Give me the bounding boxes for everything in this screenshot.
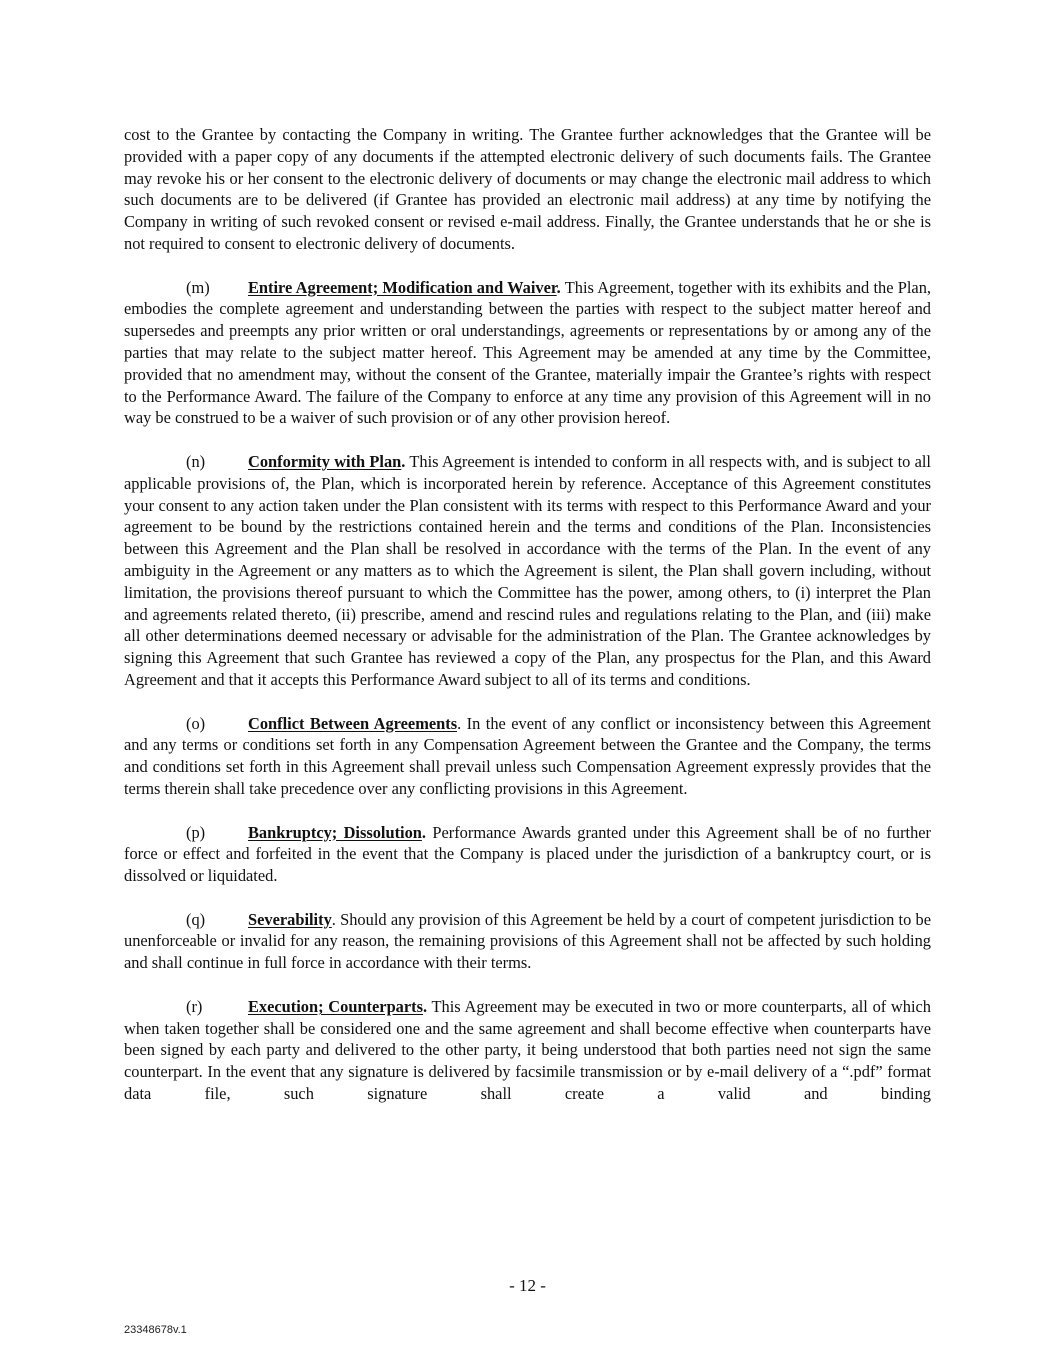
section-heading: Execution; Counterparts [248,996,423,1016]
section-n [124,451,931,691]
page-number: - 12 - [509,1276,546,1295]
section-body: This Agreement may be executed in two or more counterparts, all of which when taken together shall be considered one and the same agreement and shall become effective when counterparts have been signed by each party and delivered to the other party, it being understood that both parties need not sign the same counterpart. In the event that any signature is delivered by facsimile transmission or by e-mail delivery of a “.pdf” format data file, such signature shall create a valid and binding [124,996,931,1104]
section-heading: Bankruptcy; Dissolution [248,822,422,842]
section-body: This Agreement is intended to conform in all respects with, and is subject to all applicable provisions of, the Plan, which is incorporated herein by reference. Acceptance of this Agreement constitutes your consent to any action taken under the Plan consistent with its terms with respect to this Performance Award and your agreement to be bound by the restrictions contained herein and the terms and conditions of the Plan. Inconsistencies between this Agreement and the Plan shall be resolved in accordance with the terms of the Plan. In the event of any ambiguity in the Agreement or any matters as to which the Agreement is silent, the Plan shall govern including, without limitation, the provisions thereof pursuant to which the Committee has the power, among others, to (i) interpret the Plan and agreements related thereto, (ii) prescribe, amend and rescind rules and regulations relating to the Plan, and (iii) make all other determinations deemed necessary or advisable for the administration of the Plan. The Grantee acknowledges by signing this Agreement that such Grantee has reviewed a copy of the Plan, any prospectus for the Plan, and this Award Agreement and that it accepts this Performance Award subject to all of its terms and conditions. [124,451,931,689]
section-m [124,277,931,430]
section-body: Performance Awards granted under this Agreement shall be of no further force or effect and forfeited in the event that the Company is placed under the jurisdiction of a bankruptcy court, or is dissolved or liquidated. [124,822,932,886]
section-heading-punct: . [401,451,406,471]
section-q [124,909,931,974]
section-body: . In the event of any conflict or inconsistency between this Agreement and any terms or conditions set forth in any Compensation Agreement between the Grantee and the Company, the terms and conditions set forth in this Agreement shall prevail unless such Compensation Agreement expressly provides that the terms therein shall take precedence over any conflicting provisions in this Agreement. [124,713,931,798]
section-p [124,822,931,887]
section-r [124,996,931,1105]
section-heading-punct: . [423,996,428,1016]
section-heading-punct: . [556,277,561,297]
section-heading: Severability [248,909,332,929]
section-heading: Conformity with Plan [248,451,402,471]
section-number: (q) [186,909,206,929]
section-number: (r) [186,996,203,1016]
section-number: (n) [186,451,206,471]
section-heading: Entire Agreement; Modification and Waiver [248,277,557,297]
document-id: 23348678v.1 [124,1324,187,1336]
section-heading-punct: . [421,822,427,842]
section-body: . Should any provision of this Agreement be held by a court of competent jurisdiction to be unenforceable or invalid for any reason, the remaining provisions of this Agreement shall not be affected by such holding and shall continue in full force in accordance with their terms. [124,909,931,973]
document-page [124,124,931,1127]
section-number: (m) [186,277,210,297]
section-heading: Conflict Between Agreements [248,713,458,733]
section-o [124,713,931,800]
section-number: (p) [186,822,206,842]
section-number: (o) [186,713,206,733]
section-body: This Agreement, together with its exhibits and the Plan, embodies the complete agreement and understanding between the parties with respect to the subject matter hereof and supersedes and preempts any prior written or oral understandings, agreements or representations by or among any of the parties that may relate to the subject matter hereof. This Agreement may be amended at any time by the Committee, provided that no amendment may, without the consent of the Grantee, materially impair the Grantee’s rights with respect to the Performance Award. The failure of the Company to enforce at any time any provision of this Agreement will in no way be construed to be a waiver of such provision or of any other provision hereof. [124,277,931,428]
intro-paragraph [124,124,931,255]
intro-text: cost to the Grantee by contacting the Company in writing. The Grantee further acknowledges that the Grantee will be provided with a paper copy of any documents if the attempted electronic delivery of such documents fails. The Grantee may revoke his or her consent to the electronic delivery of documents or may change the electronic mail address to which such documents are to be delivered (if Grantee has provided an electronic mail address) at any time by notifying the Company in writing of such revoked consent or revised e-mail address. Finally, the Grantee understands that he or she is not required to consent to electronic delivery of documents. [124,125,931,253]
